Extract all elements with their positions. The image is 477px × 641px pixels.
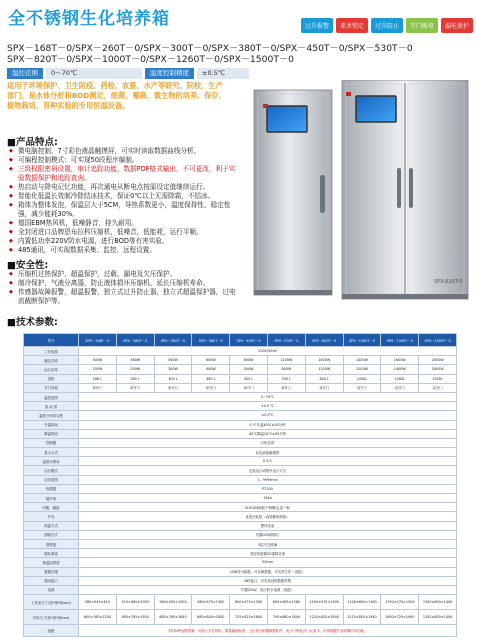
table-row: [24, 567, 457, 576]
spec-cell: 380 L: [192, 374, 230, 383]
features-title: ■产品特点:: [7, 137, 58, 148]
spec-cell-span: 3层中空玻璃: [79, 539, 457, 548]
feature-item: ◆ 485通讯，可实现数据采集、监控、远程设置。: [9, 246, 239, 255]
spec-cell-span: 0 ℃升温40℃≤30分钟: [79, 420, 457, 429]
table-row: [24, 512, 457, 521]
spec-cell-span: 日机彩屏: [79, 438, 457, 447]
spec-cell: 双开门: [305, 383, 343, 392]
table-row: [24, 438, 457, 447]
spec-cell: 单开门: [116, 383, 154, 392]
spec-cell: 单开门: [267, 383, 305, 392]
spec-row-label: 外形尺寸(宽*深*高mm): [24, 610, 79, 625]
spec-row-label: 波 动 度: [24, 402, 79, 411]
spec-row-label: 工作电源: [24, 347, 79, 356]
spec-cell: 680×800×1840: [192, 610, 230, 625]
spec-cell: 300W: [79, 356, 117, 365]
spec-row-label: 温度分布均匀度: [24, 411, 79, 420]
spec-cell: 380W: [116, 356, 154, 365]
badge-lock: 来单锁定: [336, 18, 368, 33]
usage-description: 适用于环境保护、卫生防疫、药检、农畜、水产等研究、院校、生产部门，是水体分析和BOD测定，细菌、霉菌、微生物的培养、保存、植物栽培、育种实验的专用恒温设备。: [7, 81, 226, 110]
badge-overheat-alarm: 过升报警: [301, 18, 333, 33]
table-row: [24, 356, 457, 365]
spec-cell: 600×575×1300: [230, 595, 268, 610]
spec-cell: 580×545×615: [79, 595, 117, 610]
spec-cell: 168 L: [79, 374, 117, 383]
table-row: [24, 429, 457, 438]
spec-cell-span: 485接口，可实现远程数据采集: [79, 576, 457, 585]
spec-cell: 580×575×1300: [192, 595, 230, 610]
spec-cell: 450 L: [230, 374, 268, 383]
spec-row-label: 循环系统: [24, 549, 79, 558]
spec-cell: 1400W: [381, 365, 419, 374]
spec-cell: 单开门: [192, 383, 230, 392]
spec-cell: 1260L: [381, 374, 419, 383]
table-row: [24, 411, 457, 420]
spec-row-label: 外壳: [24, 512, 79, 521]
spec-cell-span: 手机APP远程控制、可嵌入式打印机、微量漏液检查、上位机分析器数据软件、电子门锁及开门记录卡、可视数据产品故障向导功能。: [79, 625, 457, 637]
spec-cell: 600×760×1250: [79, 610, 117, 625]
spec-row-label: 电源: [24, 585, 79, 594]
table-row: [24, 402, 457, 411]
feature-item: ◆ 三级权限密码设置，审计追踪功能，数据PDF格式输出，不可更改，利于实验数据保护和追踪查询。: [9, 165, 239, 183]
spec-row-label: 显示方式: [24, 448, 79, 457]
spec-row-label: 温度分辨率: [24, 457, 79, 466]
feature-item: ◆ 全封闭进口品牌恩布拉科压缩机，低噪音，低能耗，运行平顺。: [9, 228, 239, 237]
spec-cell: 820 L: [305, 374, 343, 383]
spec-cell: 1400W: [343, 356, 381, 365]
spec-cell-span: 内置220V，低压防水电源（选配）: [79, 585, 457, 594]
spec-cell: 双开门: [419, 383, 457, 392]
spec-cell: 260 L: [116, 374, 154, 383]
spec-cell-span: 定值运行或程序运行方式: [79, 466, 457, 475]
model-line-2: SPX－820T－0/SPX－1000T－0/SPX－1260T－0/SPX－1500T－0: [7, 54, 294, 65]
spec-row-label: 控制器: [24, 438, 79, 447]
feature-item: ◆ 智能化低温长效制冷除结冰技术，保证0℃以上无需除霜，不结冰。: [9, 192, 239, 201]
table-row: [24, 494, 457, 503]
param-range-label: 温控范围: [7, 68, 43, 79]
spec-cell-span: USB导出数据，可存储数据，可实时打印（选配）: [79, 567, 457, 576]
table-row: [24, 576, 457, 585]
spec-row-label: 额定功率: [24, 356, 79, 365]
spec-model-header: SPX－1260T－0: [381, 334, 419, 347]
spec-cell: 530 L: [267, 374, 305, 383]
spec-model-header: SPX－450T－0: [230, 334, 268, 347]
spec-row-label: 通讯接口: [24, 576, 79, 585]
spec-cell: 510×480×1050: [116, 595, 154, 610]
spec-cell: 1350×800×1400: [419, 610, 457, 625]
spec-model-header: SPX－1000T－0: [343, 334, 381, 347]
spec-cell-span: 220V/50Hz: [79, 347, 457, 356]
table-row: [24, 530, 457, 539]
spec-cell: 725×825×1840: [230, 610, 268, 625]
spec-row-label: 运行模式: [24, 466, 79, 475]
table-row: [24, 383, 457, 392]
table-row: [24, 365, 457, 374]
table-row: [24, 392, 457, 401]
spec-row-label: 选配: [24, 625, 79, 637]
table-row: [24, 585, 457, 594]
safety-list: [9, 270, 239, 306]
spec-cell: 1600W: [419, 365, 457, 374]
spec-model-header: SPX－260T－0: [116, 334, 154, 347]
spec-cell: 1200W: [305, 365, 343, 374]
spec-cell: 500W: [230, 365, 268, 374]
double-door-unit: [342, 80, 468, 299]
spec-cell: 1350×600×1400: [419, 595, 457, 610]
product-photo: [250, 80, 472, 305]
spec-cell-span: 优质冷轧板（表面静电喷涂）: [79, 512, 457, 521]
spec-cell: 580×455×1300: [154, 595, 192, 610]
spec-model-header: SPX－1500T－0: [419, 334, 457, 347]
table-row: [24, 521, 457, 530]
spec-row-label: 观察窗: [24, 539, 79, 548]
badge-leak-protect: 漏电保护: [441, 18, 473, 33]
spec-cell-span: 1 - 9999min: [79, 475, 457, 484]
spec-row-label: 开门结构: [24, 383, 79, 392]
spec-cell: 600W: [192, 356, 230, 365]
spec-row-label: 定时范围: [24, 475, 79, 484]
spec-cell: 1215×820×1940: [343, 610, 381, 625]
spec-cell: 300W: [154, 365, 192, 374]
spec-row-label: 内胆、搁板: [24, 503, 79, 512]
spec-cell-span: 0.1℃: [79, 457, 457, 466]
param-bar: [7, 68, 249, 79]
spec-cell: 2000W: [419, 356, 457, 365]
spec-cell: 400W: [192, 365, 230, 374]
spec-cell: 1500L: [419, 374, 457, 383]
param-accuracy-label: 温度控制精度: [145, 68, 194, 79]
spec-cell-span: SUS304镜面不锈钢/五层一般: [79, 503, 457, 512]
spec-cell-span: PT100: [79, 484, 457, 493]
spec-cell: 1210×820×1840: [305, 610, 343, 625]
page-title: 全不锈钢生化培养箱: [8, 9, 170, 29]
spec-cell: 单开门: [230, 383, 268, 392]
spec-model-header: SPX－820T－0: [305, 334, 343, 347]
spec-cell-span: 0~70℃: [79, 392, 457, 401]
table-row: [24, 610, 457, 625]
table-row: [24, 347, 457, 356]
spec-cell: 单开门: [79, 383, 117, 392]
spec-cell: 685×765×1840: [154, 610, 192, 625]
feature-item: ◆ 微电脑控制，7寸彩色液晶触摸屏，可实时读取数据曲线分析。: [9, 147, 239, 156]
table-row: [24, 448, 457, 457]
table-row: [24, 539, 457, 548]
spec-cell: 1900×725×1940: [381, 610, 419, 625]
spec-cell-span: ±0.5℃: [79, 411, 457, 420]
spec-row-label: 照明方式: [24, 530, 79, 539]
spec-cell: 500W: [154, 356, 192, 365]
spec-row-label: 工作室尺寸(宽*深*高mm): [24, 595, 79, 610]
table-row: [24, 558, 457, 567]
feature-item: ◆ 内置低功率220V防水电源，进行BOD等有害实验。: [9, 237, 239, 246]
single-door-unit: [254, 90, 332, 295]
safety-item: ◆ 压缩机过热保护，超温保护，过载、漏电及欠压保护。: [9, 270, 239, 279]
spec-row-label: 升温时间: [24, 420, 79, 429]
spec-cell: 1000L: [343, 374, 381, 383]
spec-row-label: 保温方式: [24, 521, 79, 530]
spec-cell: 双开门: [381, 383, 419, 392]
spec-cell-span: ±0.5 ℃: [79, 402, 457, 411]
spec-model-header: SPX－300T－0: [154, 334, 192, 347]
spec-row-label: 传感器: [24, 484, 79, 493]
feature-item: ◆ 热启动与降电记忆功能，再次通电从断电点按原设定值继续运行。: [9, 183, 239, 192]
spec-cell: 600×585×1380: [267, 595, 305, 610]
table-row: [24, 595, 457, 610]
spec-row-label: 制冷剂: [24, 494, 79, 503]
spec-header-label: 型号: [24, 334, 79, 347]
table-row: [24, 466, 457, 475]
spec-cell: 双开门: [343, 383, 381, 392]
table-row: [24, 374, 457, 383]
badge-overheat-prevent: 过升防止: [371, 18, 403, 33]
table-row: [24, 457, 457, 466]
spec-cell: 300 L: [154, 374, 192, 383]
spec-cell: 1150×575×1300: [305, 595, 343, 610]
spec-cell: 单开门: [154, 383, 192, 392]
spec-cell-span: 底部风道循环/强制对流: [79, 549, 457, 558]
spec-cell: 1100W: [267, 356, 305, 365]
param-range-value: 0～70℃: [46, 68, 142, 79]
spec-cell-span: 彩色液晶触摸屏: [79, 448, 457, 457]
spec-row-label: 温控范围: [24, 392, 79, 401]
spec-cell: 1750×575×1300: [381, 595, 419, 610]
param-accuracy-value: ±0.5℃: [197, 68, 249, 79]
table-row: [24, 420, 457, 429]
spec-cell: 790×880×1840: [267, 610, 305, 625]
safety-title: ■安全性:: [7, 260, 49, 271]
spec-row-label: 降温时间: [24, 429, 79, 438]
table-row: [24, 503, 457, 512]
spec-cell-span: 50mm: [79, 558, 457, 567]
spec-row-label: 运行功率: [24, 365, 79, 374]
table-row: [24, 549, 457, 558]
photo-model-label: SPX-820T-0: [434, 279, 463, 285]
spec-model-header: SPX－380T－0: [192, 334, 230, 347]
spec-cell: 1200W: [343, 365, 381, 374]
spec-cell-span: 134a: [79, 494, 457, 503]
spec-header-row: [24, 334, 457, 347]
spec-cell-span: 内置LED照明灯: [79, 530, 457, 539]
feature-badges: [301, 18, 473, 33]
spec-cell-span: 整体发泡: [79, 521, 457, 530]
table-row: [24, 475, 457, 484]
spec-cell: 200W: [79, 365, 117, 374]
table-row: [24, 625, 457, 637]
safety-item: ◆ 传感器故障报警，超温报警，独立式过升防止器，独立式超温保护器，过电流截断保护等。: [9, 288, 239, 306]
feature-item: ◆ 可编程控制模式：可实现50段程序编制。: [9, 156, 239, 165]
spec-title: ■技术参数:: [7, 317, 58, 328]
feature-item: ◆ 德国EBM热风机，低噪静音，持久耐用。: [9, 219, 239, 228]
spec-row-label: 数据存储: [24, 567, 79, 576]
spec-cell: 1600W: [381, 356, 419, 365]
spec-cell: 800W: [230, 356, 268, 365]
badge-door-power-off: 开门断电: [406, 18, 438, 33]
spec-cell: 1100×600×1300: [343, 595, 381, 610]
spec-model-header: SPX－530T－0: [267, 334, 305, 347]
spec-row-label: 保温层厚度: [24, 558, 79, 567]
feature-item: ◆ 箱体为整体发泡，保温层大于5CM，导热系数更小，温度保持性、稳定性强，减少能耗30%。: [9, 201, 239, 219]
spec-row-label: 容积: [24, 374, 79, 383]
features-list: [9, 147, 239, 255]
spec-table: [23, 333, 457, 637]
spec-cell: 690×785×1500: [116, 610, 154, 625]
spec-cell: 250W: [116, 365, 154, 374]
spec-cell: 800W: [267, 365, 305, 374]
spec-model-header: SPX－168T－0: [79, 334, 117, 347]
model-line-1: SPX－168T－0/SPX－260T－0/SPX－300T－0/SPX－380T－0/SPX－450T－0/SPX－530T－0: [7, 43, 413, 54]
table-row: [24, 484, 457, 493]
safety-item: ◆ 制冷保护，气液分离器，防止液体损坏压缩机，延长压缩机寿命。: [9, 279, 239, 288]
spec-cell-span: 40℃降温10℃≤50分钟: [79, 429, 457, 438]
spec-cell: 1400W: [305, 356, 343, 365]
model-list: [7, 43, 413, 65]
